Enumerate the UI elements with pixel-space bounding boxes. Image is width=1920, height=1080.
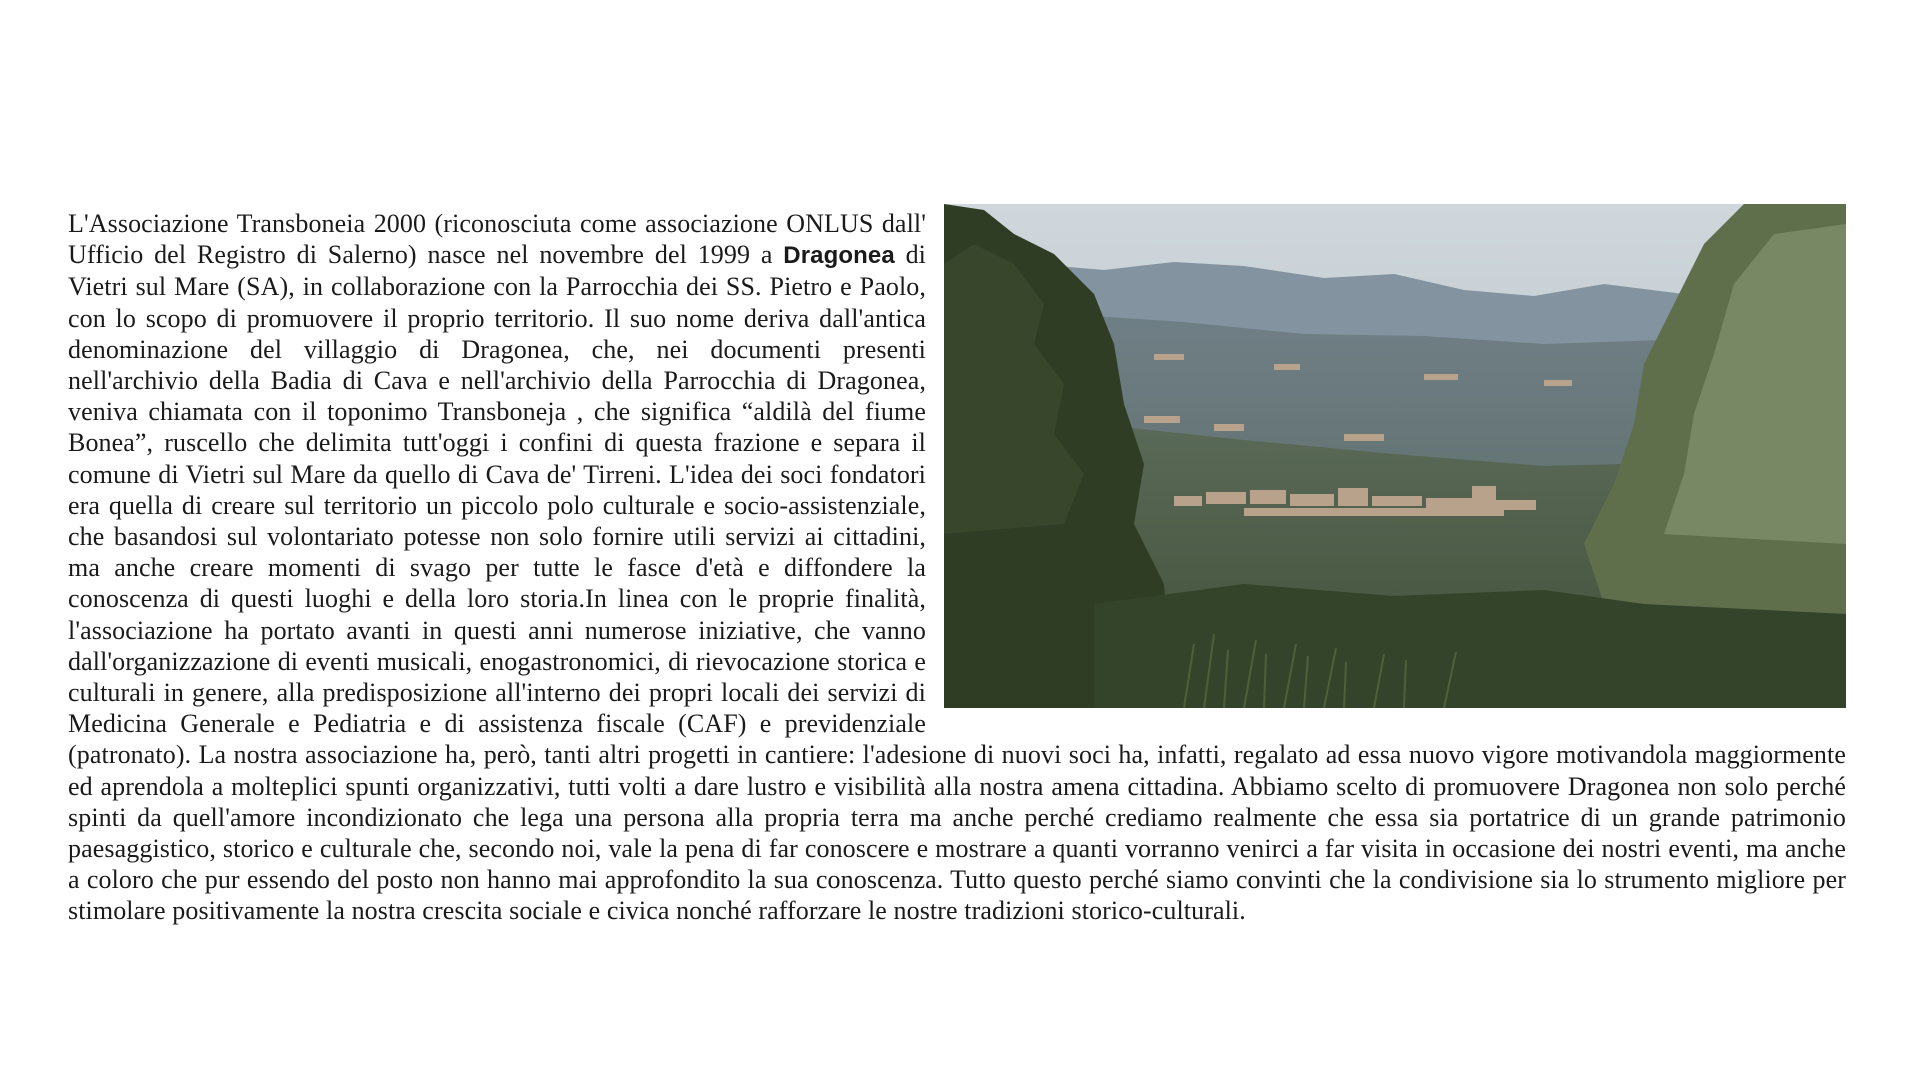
landscape-image <box>944 204 1846 708</box>
valley-landscape-photo <box>944 204 1846 708</box>
paragraph-intro: L'Associazione Transboneia 2000 (riconosciuta come associazione ONLUS dall' Ufficio del Registro di Salerno) nasce nel novembre del 1999 a <box>68 209 926 270</box>
article-text <box>68 208 1846 927</box>
paragraph-body: di Vietri sul Mare (SA), in collaborazione con la Parrocchia dei SS. Pietro e Paolo, con lo scopo di promuovere il proprio territorio. Il suo nome deriva dall'antica denominazione del villaggio di Dragonea, che, nei documenti presenti nell'archivio della Badia di Cava e nell'archivio della Parrocchia di Dragonea, veniva chiamata con il toponimo Transboneja , che significa “aldilà del fiume Bonea”, ruscello che delimita tutt'oggi i confini di questa frazione e separa il comune di Vietri sul Mare da quello di Cava de' Tirreni. L'idea dei soci fondatori era quella di creare sul territorio un piccolo polo culturale e socio-assistenziale, che basandosi sul volontariato potesse non solo fornire utili servizi ai cittadini, ma anche creare momenti di svago per tutte le fasce d'età e diffondere la conoscenza di questi luoghi e della loro storia.In linea con le proprie finalità, l'associazione ha portato avanti in questi anni numerose iniziative, che vanno dall'organizzazione di eventi musicali, enogastronomici, di rievocazione storica e culturali in genere, alla predisposizione all'interno dei propri locali dei servizi di Medicina Generale e Pediatria e di assistenza fiscale (CAF) e previdenziale (patronato). La nostra associazione ha, però, tanti altri progetti in cantiere: l'adesione di nuovi soci ha, infatti, regalato ad essa nuovo vigore motivandola maggiormente ed aprendola a molteplici spunti organizzativi, tutti volti a dare lustro e visibilità alla nostra amena cittadina. Abbiamo scelto di promuovere Dragonea non solo perché spinti da quell'amore incondizionato che lega una persona alla propria terra ma anche perché crediamo realmente che essa sia portatrice di un grande patrimonio paesaggistico, storico e culturale che, secondo noi, vale la pena di far conoscere e mostrare a quanti vorranno venirci a far visita in occasione dei nostri eventi, ma anche a coloro che pur essendo del posto non hanno mai approfondito la sua conoscenza. Tutto questo perché siamo convinti che la condivisione sia lo strumento migliore per stimolare positivamente la nostra crescita sociale e civica nonché rafforzare le nostre tradizioni storico-culturali. <box>68 240 1846 926</box>
dragonea-bold-name: Dragonea <box>783 242 895 270</box>
